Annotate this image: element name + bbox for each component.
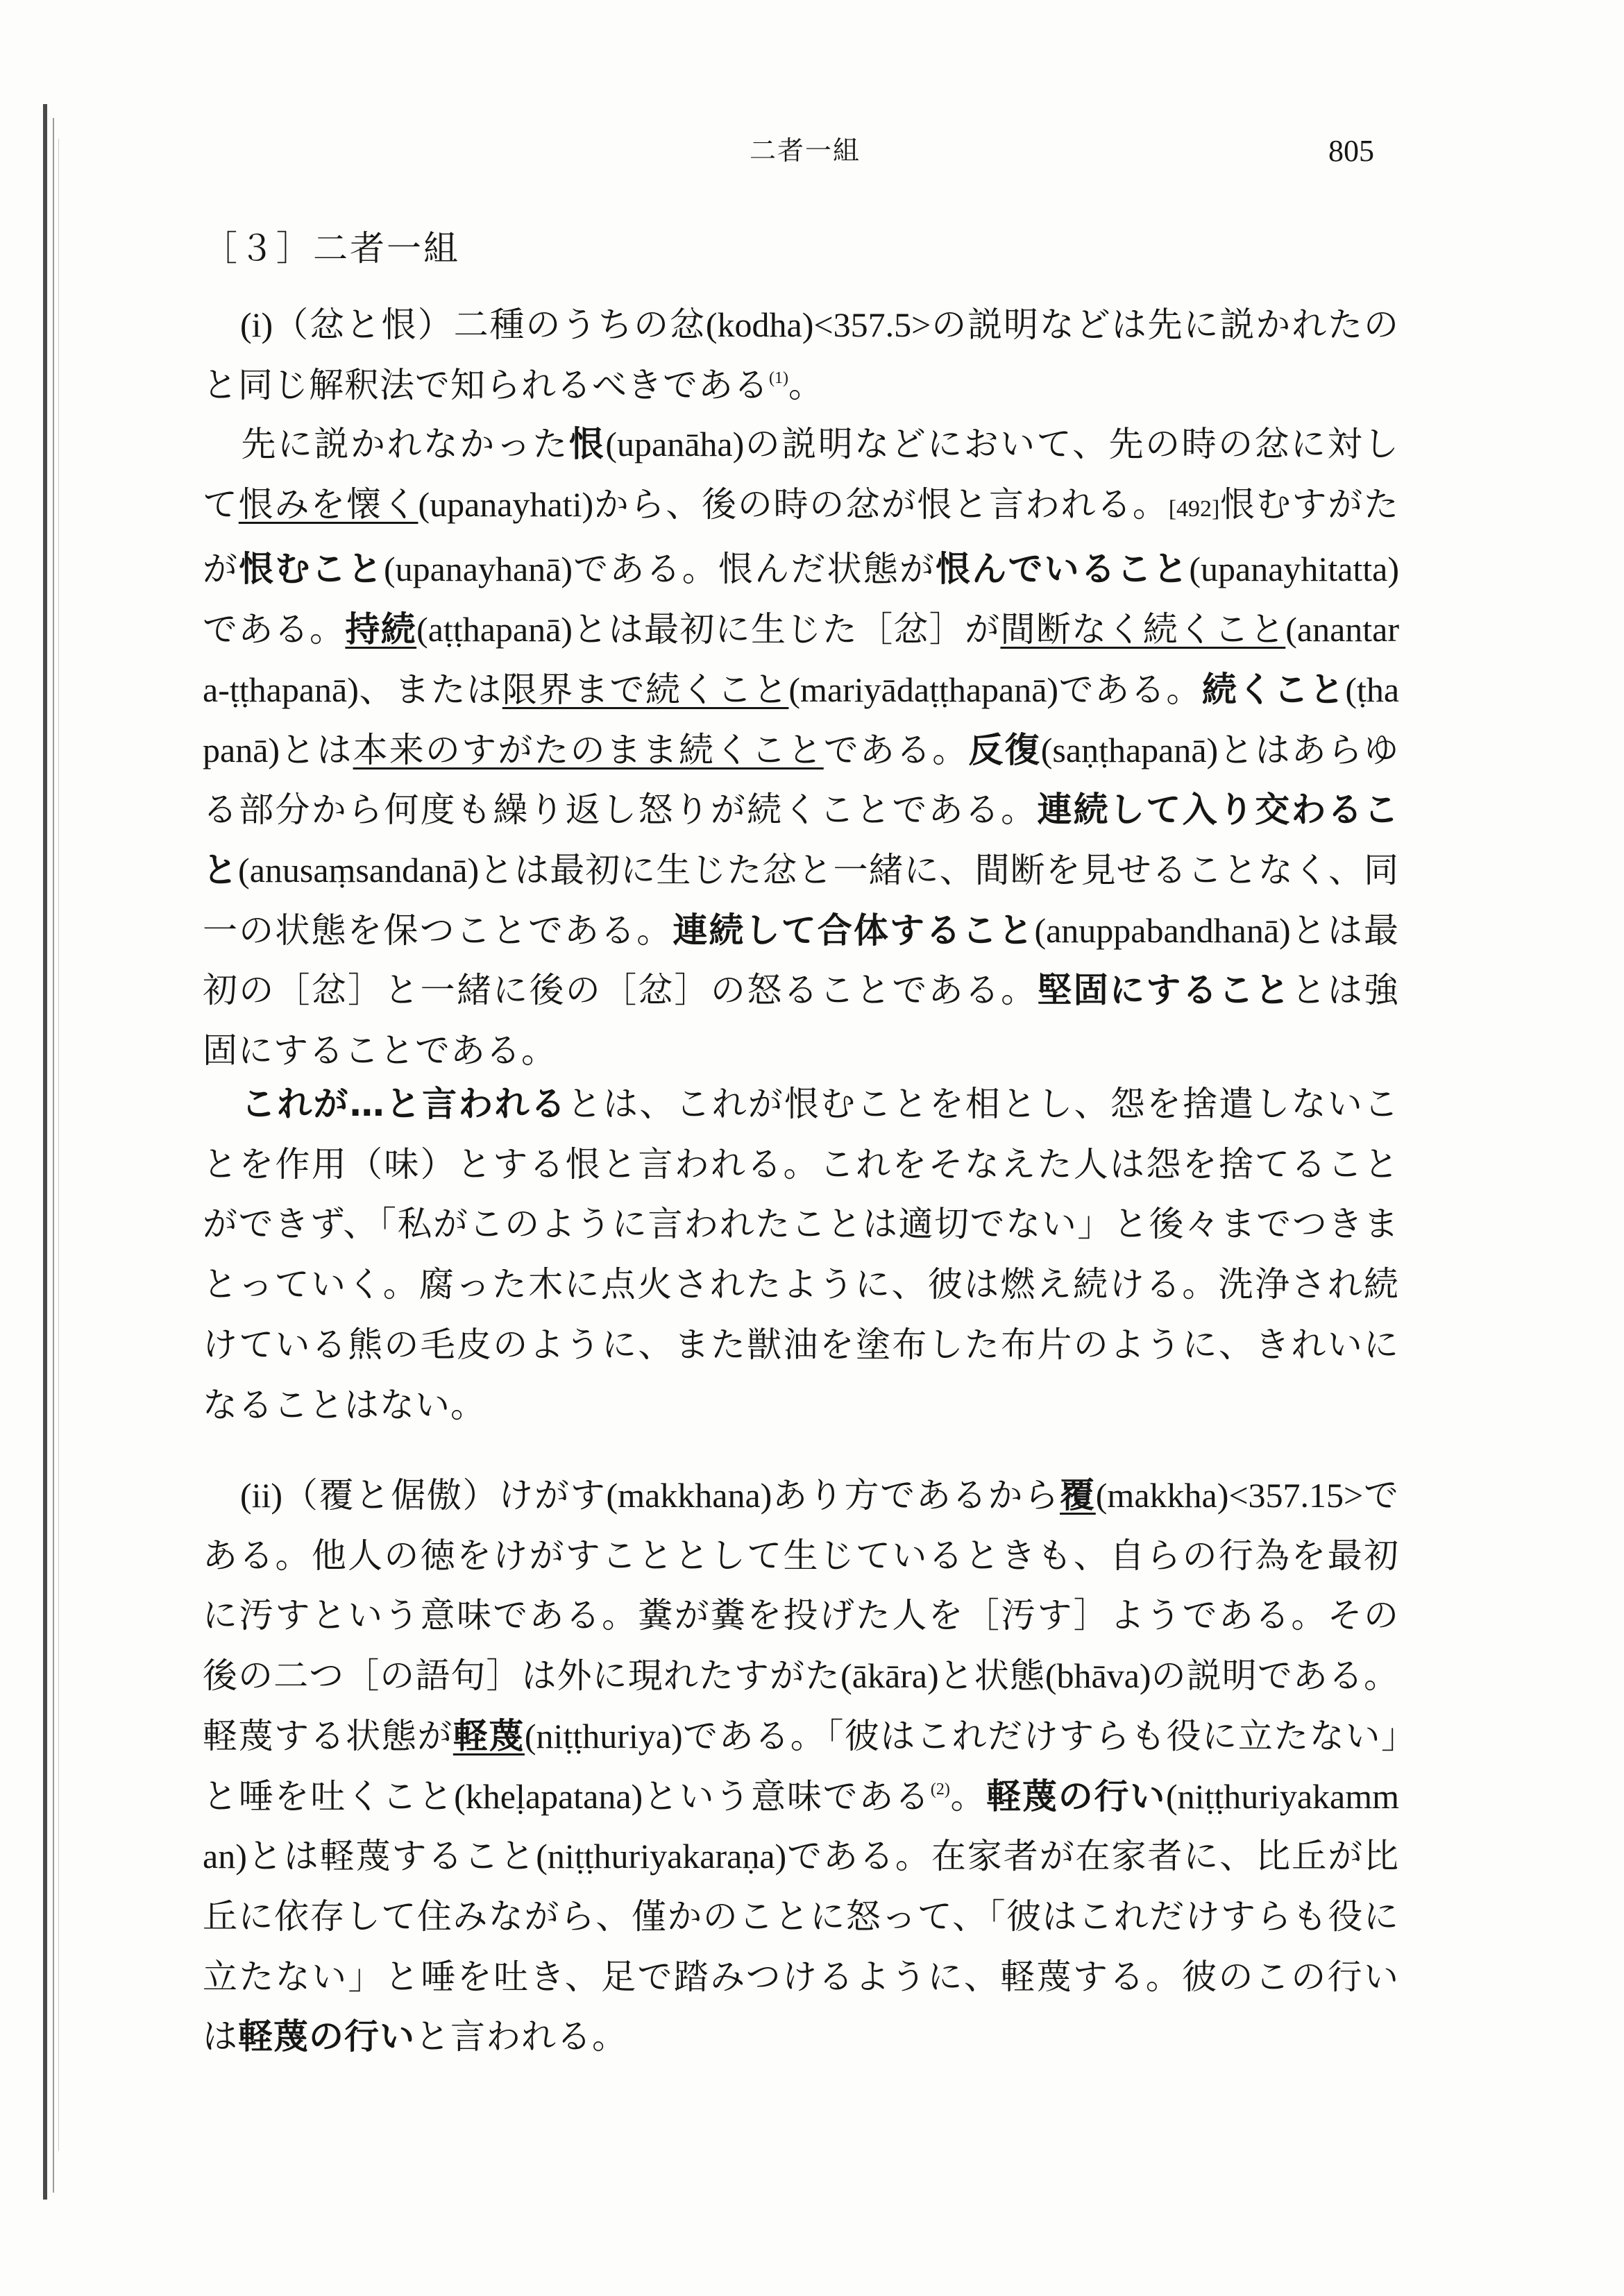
running-title: 二者一組 [750, 135, 861, 166]
item-marker: (i) [240, 305, 273, 344]
term: 連続して入り交わること [203, 790, 1399, 890]
term: 持続 [345, 609, 417, 650]
paragraph-4: (ii)（覆と倨傲）けがす(makkhana)あり方であるから覆(makkha)<357.15>である。他人の徳をけがすこととして生じているときも、自らの行為を最初に汚すという意味である。糞が糞を投げた人を［汚す］ようである。その後の二つ［の語句］は外に現れたすがた(ākāra)と状態(bhāva)の説明である。軽蔑する状態が軽蔑(niṭṭhuriya)である。「彼はこれだけすらも役に立たない」と唾を吐くこと(kheḷapatana)という意味である$^{(2)}$。軽蔑の行い(niṭṭhuriyakamman)とは軽蔑すること(niṭṭhuriyakaraṇa)である。在家者が在家者に、比丘が比丘に依存して住みながら、僅かのことに怒って、「彼はこれだけすらも役に立たない」と唾を吐き、足で踏みつけるように、軽蔑する。彼のこの行いは軽蔑の行いと言われる。 [203, 1475, 1400, 2057]
footnote-ref[interactable]: (2) [930, 1780, 950, 1798]
underlined-term: 恨みを懐く [238, 484, 418, 525]
term: 覆 [1060, 1475, 1096, 1515]
term: 軽蔑 [452, 1715, 525, 1756]
underlined-term: 間断なく続くこと [1000, 609, 1286, 650]
term: これが…と言われる [240, 1084, 567, 1124]
page-ref: [492] [1168, 495, 1220, 522]
footnote-ref[interactable]: (1) [769, 368, 788, 387]
term: 連続して合体すること [673, 910, 1035, 951]
term: 堅固にすること [1037, 970, 1292, 1011]
underlined-term: 本来のすがたのまま続くこと [353, 729, 824, 770]
underlined-term: 限界まで続くこと [502, 669, 789, 710]
paragraph-1: (i)（忿と恨）二種のうちの忿(kodha)<357.5>の説明などは先に説かれたのと同じ解釈法で知られるべきである$^{(1)}$。 [203, 305, 1399, 405]
scan-binding-edge-shadow [53, 118, 54, 2193]
term: 恨んでいること [936, 549, 1190, 590]
term: 恨むこと [239, 549, 384, 590]
paragraph-2: 先に説かれなかった恨(upanāha)の説明などにおいて、先の時の忿に対して恨みを懐く(upanayhati)から、後の時の忿が恨と言われる。[492]恨むすがたが恨むこと(upanayhanā)である。恨んだ状態が恨んでいること(upanayhitatta)である。持続(aṭṭhapanā)とは最初に生じた［忿］が間断なく続くこと(anantara-ṭṭhapanā)、または限界まで続くこと(mariyādaṭṭhapanā)である。続くこと(ṭhapanā)とは本来のすがたのまま続くことである。反復(saṇṭhapanā)とはあらゆる部分から何度も繰り返し怒りが続くことである。連続して入り交わること(anusaṃsandanā)とは最初に生じた忿と一緒に、間断を見せることなく、同一の状態を保つことである。連続して合体すること(anuppabandhanā)とは最初の［忿］と一緒に後の［忿］の怒ることである。堅固にすることとは強固にすることである。 [203, 424, 1400, 1071]
section-title: ［３］二者一組 [203, 228, 460, 269]
page-number: 805 [1328, 134, 1374, 168]
term: 恨 [568, 424, 606, 464]
term: 軽蔑の行い [986, 1776, 1166, 1817]
scan-binding-edge-faint [58, 139, 59, 2151]
item-marker: (ii) [240, 1476, 283, 1515]
term: 続くこと [1201, 669, 1346, 710]
term: 反復 [968, 729, 1041, 770]
paragraph-3: これが…と言われるとは、これが恨むことを相とし、怨を捨遣しないことを作用（味）とする恨と言われる。これをそなえた人は怨を捨てることができず、「私がこのように言われたことは適切でない」と後々までつきまとっていく。腐った木に点火されたように、彼は燃え続ける。洗浄され続けている熊の毛皮のように、また獣油を塗布した布片のように、きれいになることはない。 [203, 1084, 1399, 1425]
scan-binding-edge [43, 104, 47, 2200]
term: 軽蔑の行い [238, 2016, 415, 2057]
